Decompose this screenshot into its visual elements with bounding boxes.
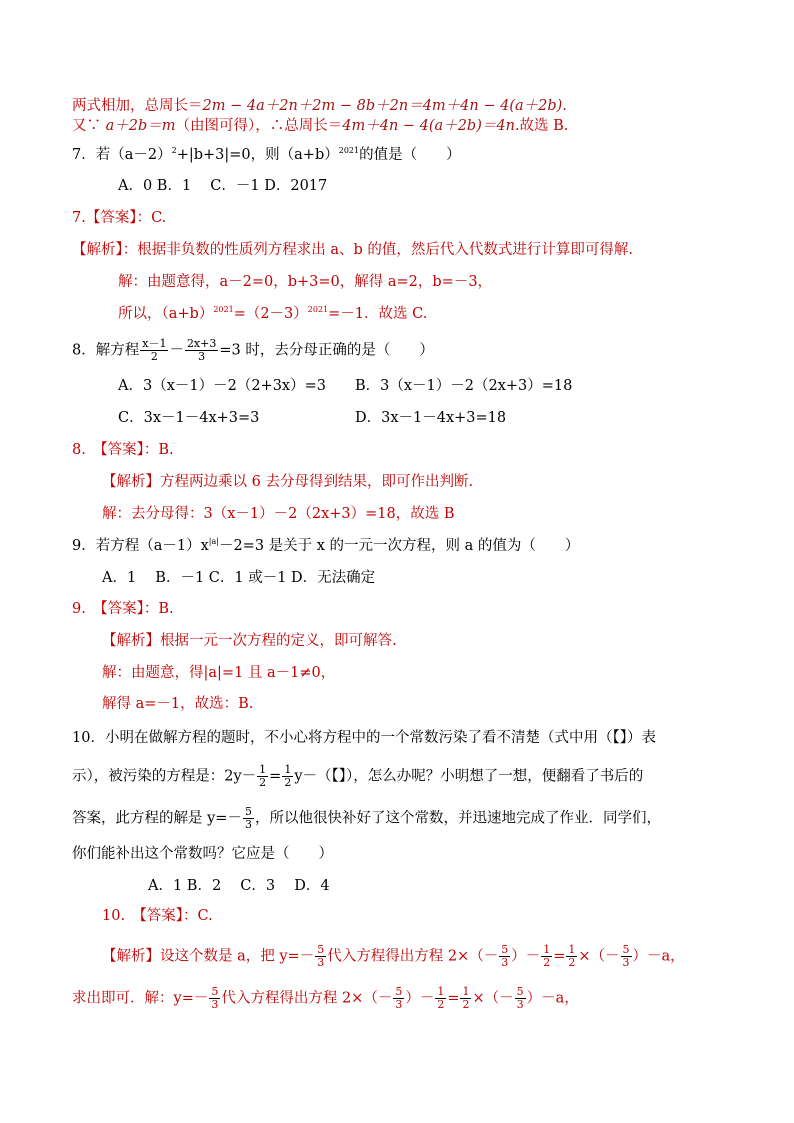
fraction: $\frac{1}{2}$ — [462, 985, 470, 1011]
q10-stem-2: 示），被污染的方程是：2y－ $\frac{1}{2}$ = $\frac{1}{2}$ y－（【】），怎么办呢？小明想了一想，便翻看了书后的 — [72, 763, 644, 789]
fraction: $\frac{5}{3}$ — [211, 985, 219, 1011]
q8-option-d: D．3x－1－4x+3=18 — [355, 410, 507, 426]
q10-stem-4: 你们能补出这个常数吗？它应是（ ） — [72, 846, 333, 862]
q7-solution-1: 解：由题意得，a－2=0，b+3=0，解得 a=2，b=－3， — [118, 274, 493, 290]
q10-analysis-2: 求出即可．解：y=－ $\frac{5}{3}$ 代入方程得出方程 2×（－ $\frac{5}{3}$ ）－ $\frac{1}{2}$ = $\frac{1}{2}$ ×（－ $\frac{5}{3}$ ）－a， — [72, 985, 579, 1011]
q7-answer: 7.【答案】：C. — [72, 210, 167, 226]
fraction: $\frac{1}{2}$ — [259, 763, 267, 789]
q8-solution: 解：去分母得：3（x－1）－2（2x+3）=18，故选 B — [102, 506, 455, 522]
q9-options: A．1 B．－1 C．1 或－1 D．无法确定 — [102, 570, 376, 586]
fraction: $\frac{5}{3}$ — [622, 943, 630, 969]
q10-stem-3: 答案，此方程的解是 y=－ $\frac{5}{3}$ ，所以他很快补好了这个常数，并迅速地完成了作业．同学们， — [72, 805, 661, 831]
q8-stem: 8．解方程 $\frac{x-1}{2}$ － $\frac{2x+3}{3}$ =3 时，去分母正确的是（ ） — [72, 337, 434, 363]
fraction: $\frac{5}{3}$ — [244, 805, 252, 831]
fraction: $\frac{5}{3}$ — [317, 943, 325, 969]
fraction: $\frac{1}{2}$ — [284, 763, 292, 789]
q7-analysis: 【解析】：根据非负数的性质列方程求出 a、b 的值，然后代入代数式进行计算即可得解. — [72, 242, 634, 258]
q10-options: A．1 B．2 C．3 D．4 — [148, 878, 330, 894]
q7-stem: 7．若$(a-2)^2+|b+3|=0$，则$(a+b)^{2021}$的值是（ ） — [72, 146, 461, 163]
perimeter-line: 又∵ a＋2b＝m（由图可得），∴总周长＝4m＋4n − 4(a＋2b)＝4n.故选 B. — [72, 118, 569, 134]
fraction: $\frac{5}{3}$ — [516, 985, 524, 1011]
q10-analysis-1: 【解析】设这个数是 a，把 y=－ $\frac{5}{3}$ 代入方程得出方程 2×（－ $\frac{5}{3}$ ）－ $\frac{1}{2}$ = $\frac{1}{2}$ ×（－ $\frac{5}{3}$ ）－a， — [102, 943, 685, 969]
fraction: $\frac{1}{2}$ — [568, 943, 576, 969]
q10-answer: 10. 【答案】：C. — [102, 908, 213, 924]
fraction: $\frac{5}{3}$ — [501, 943, 509, 969]
q8-analysis: 【解析】方程两边乘以 6 去分母得到结果，即可作出判断. — [102, 474, 474, 490]
fraction: $\frac{1}{2}$ — [543, 943, 551, 969]
q9-analysis: 【解析】根据一元一次方程的定义，即可解答. — [102, 633, 397, 649]
q8-option-b: B．3（x－1）－2（2x+3）=18 — [355, 378, 573, 394]
q8-option-c: C．3x－1－4x+3=3 — [118, 410, 260, 426]
sum-line: 两式相加，总周长＝2m − 4a＋2n＋2m − 8b＋2n＝4m＋4n − 4(a＋2b). — [72, 98, 567, 114]
q8-answer: 8. 【答案】：B. — [72, 442, 174, 458]
q7-options: A．0 B．1 C．－1 D．2017 — [118, 178, 328, 194]
q9-answer: 9. 【答案】：B. — [72, 601, 174, 617]
fraction: $\frac{1}{2}$ — [437, 985, 445, 1011]
q9-solution-2: 解得 a=－1，故选：B. — [102, 696, 254, 712]
q7-solution-2: 所以，$(a+b)^{2021}=(2-3)^{2021}=-1$．故选 C. — [118, 305, 428, 322]
fraction: $\frac{x-1}{2}$ — [142, 337, 167, 363]
fraction: $\frac{2x+3}{3}$ — [186, 337, 217, 363]
q8-option-a: A．3（x－1）－2（2+3x）=3 — [118, 378, 326, 394]
q10-stem-1: 10．小明在做解方程的题时，不小心将方程中的一个常数污染了看不清楚（式中用（【】）表 — [72, 730, 656, 746]
q9-solution-1: 解：由题意，得|a|=1 且 a－1≠0， — [102, 665, 336, 681]
fraction: $\frac{5}{3}$ — [395, 985, 403, 1011]
q9-stem: 9．若方程$(a-1)x^{|a|}-2=3$ 是关于 x 的一元一次方程，则 a 的值为（ ） — [72, 537, 580, 554]
